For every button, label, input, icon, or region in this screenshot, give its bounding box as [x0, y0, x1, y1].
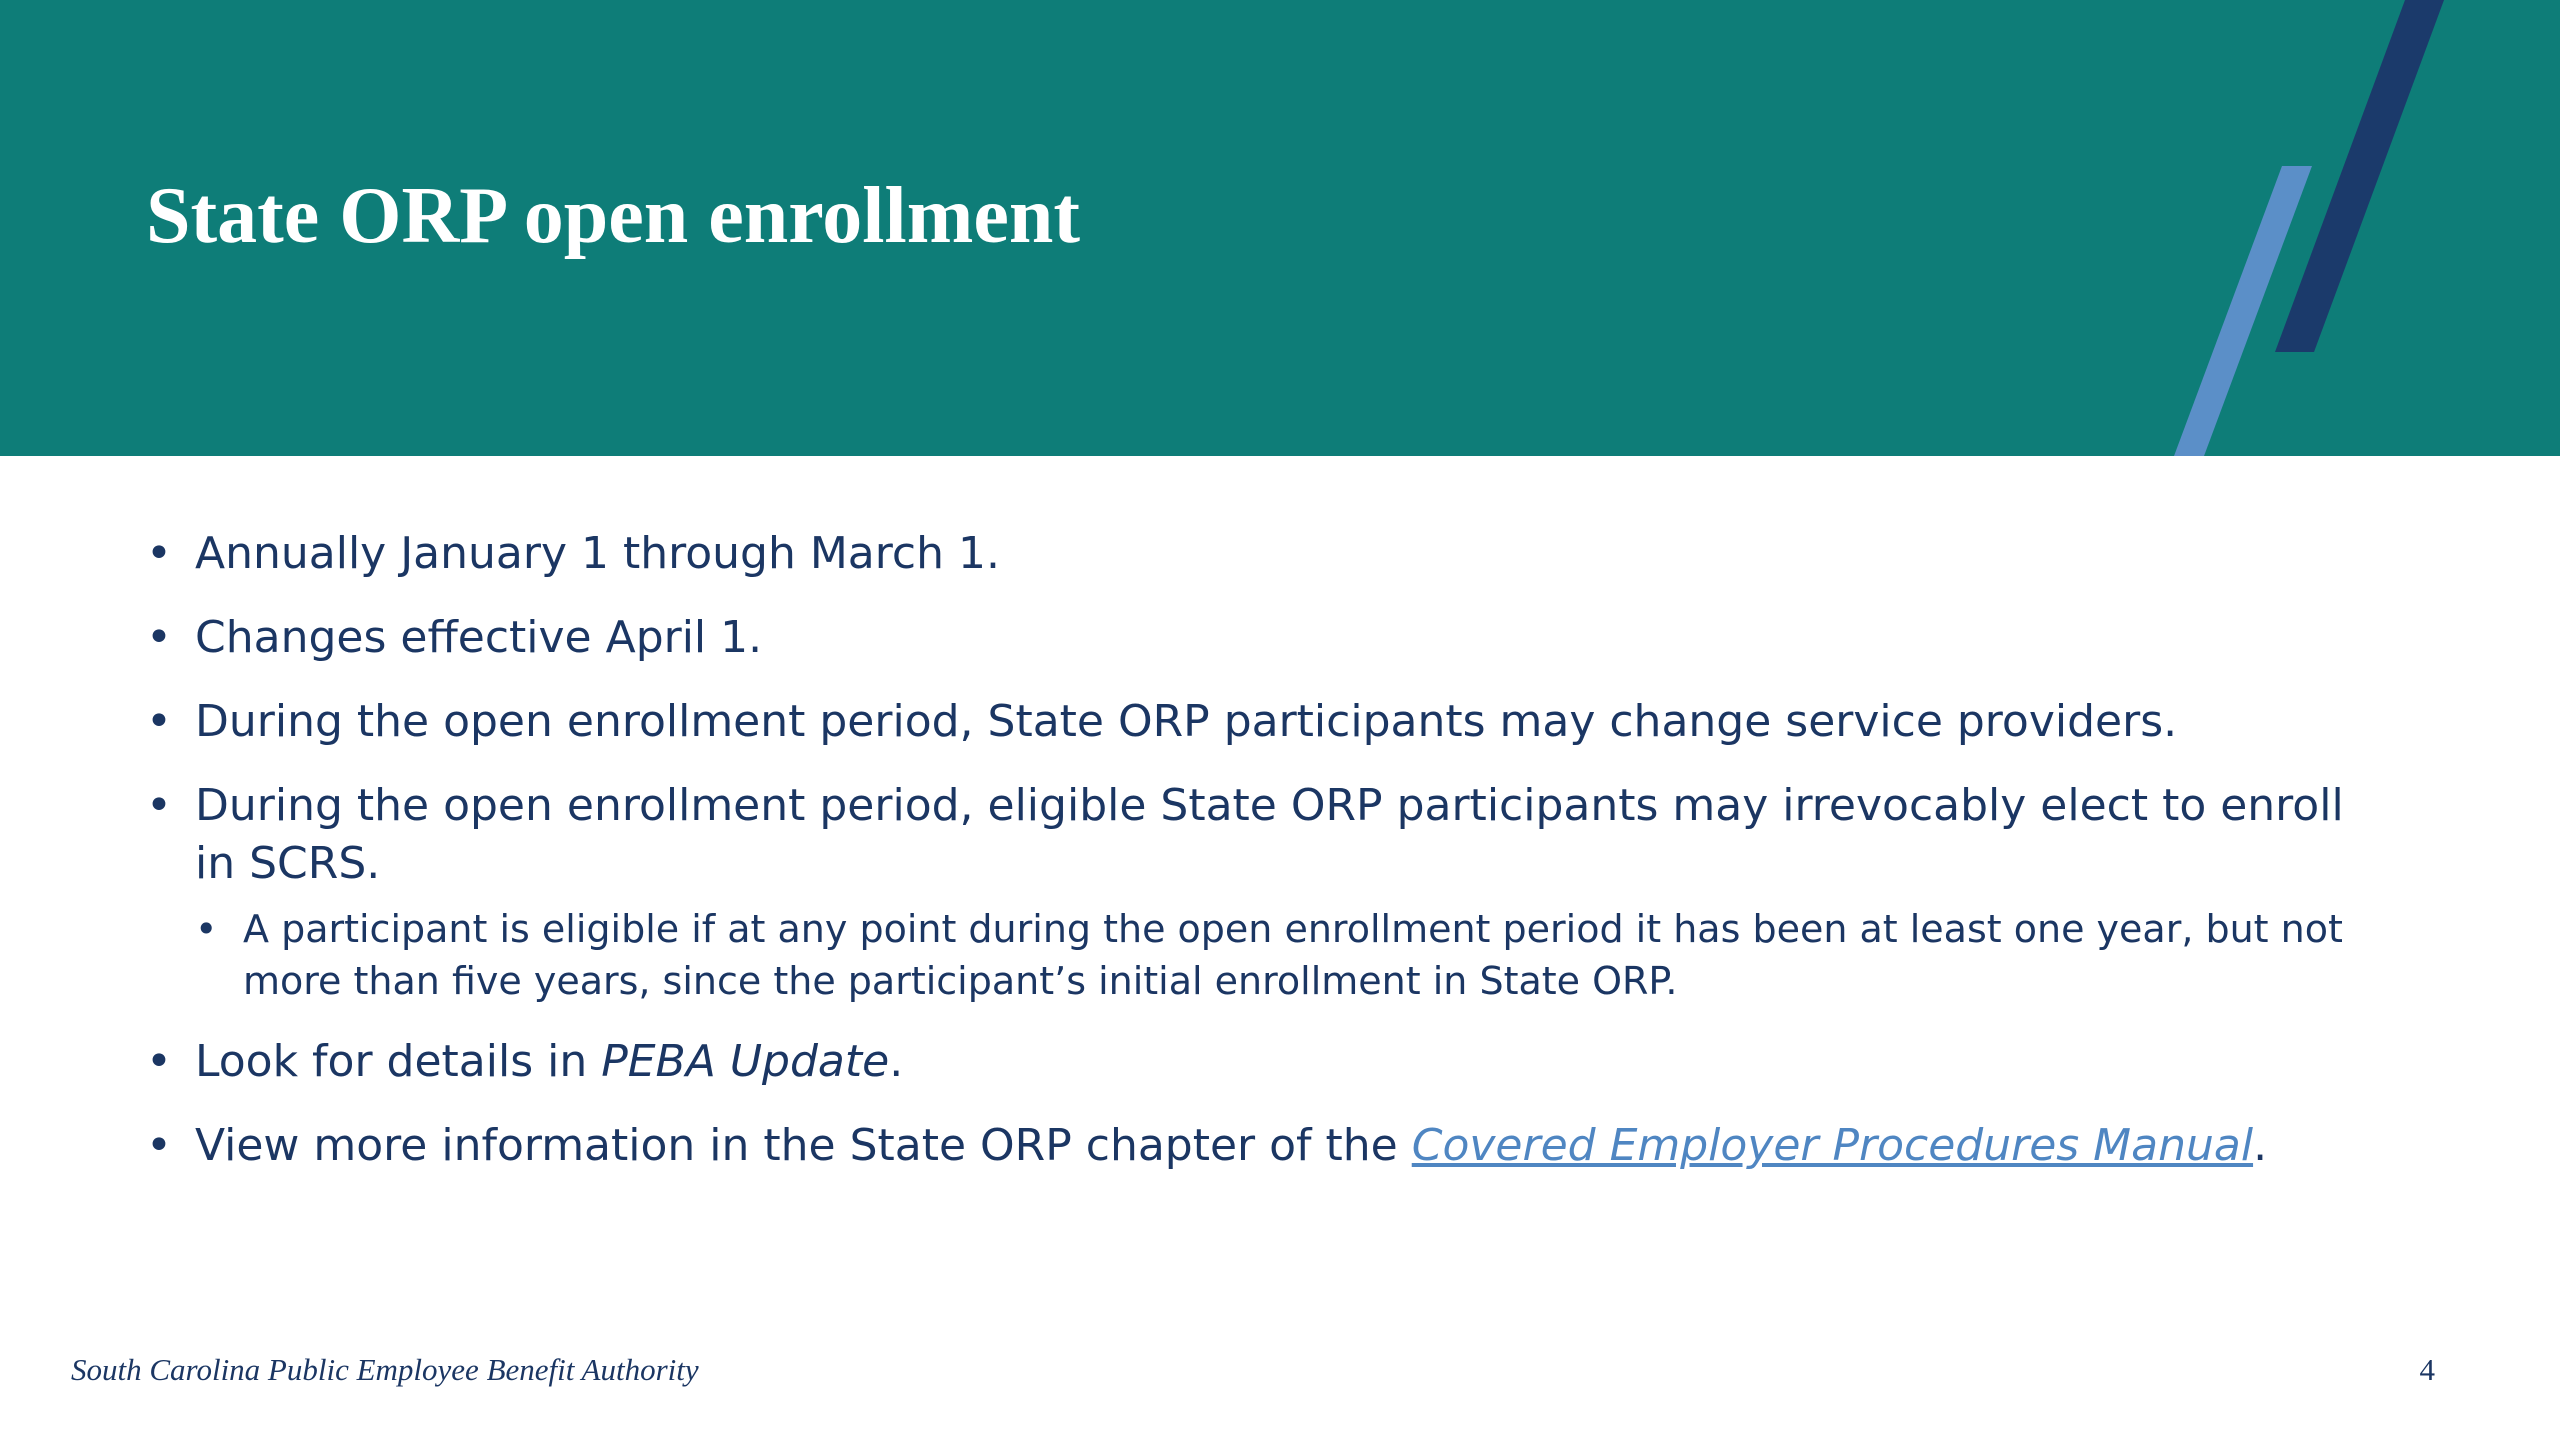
footer-organization: South Carolina Public Employee Benefit Authority	[71, 1352, 699, 1387]
bullet-change-providers	[146, 693, 2376, 751]
sub-bullet-eligibility	[195, 903, 2376, 1007]
sub-bullet-list	[195, 903, 2376, 1007]
bullet-prefix: View more information in the State ORP chapter of the	[195, 1120, 1412, 1171]
slide-content	[146, 525, 2376, 1201]
bullet-procedures-manual	[146, 1117, 2376, 1175]
bullet-text: During the open enrollment period, State ORP participants may change service providers.	[195, 696, 2178, 747]
header-band	[0, 0, 2560, 456]
bullet-text: During the open enrollment period, eligible State ORP participants may irrevocably elect to enroll in SCRS.	[195, 780, 2344, 889]
bullet-text: Changes effective April 1.	[195, 612, 763, 663]
bullet-prefix: Look for details in	[195, 1036, 602, 1087]
bullet-enroll-scrs	[146, 777, 2376, 1007]
slide-title: State ORP open enrollment	[146, 172, 1081, 260]
bullet-suffix: .	[2253, 1120, 2268, 1171]
peba-update-emphasis: PEBA Update	[601, 1036, 890, 1087]
bullet-peba-update	[146, 1033, 2376, 1091]
sub-bullet-text: A participant is eligible if at any point during the open enrollment period it has been at least one year, but not more than five years, since the participant’s initial enrollment in State ORP.	[243, 907, 2343, 1003]
page-number: 4	[2419, 1352, 2435, 1387]
bullet-text: Annually January 1 through March 1.	[195, 528, 1000, 579]
procedures-manual-link[interactable]: Covered Employer Procedures Manual	[1411, 1120, 2254, 1171]
bullet-suffix: .	[889, 1036, 904, 1087]
bullet-enrollment-window	[146, 525, 2376, 583]
bullet-list	[146, 525, 2376, 1175]
bullet-effective-date	[146, 609, 2376, 667]
